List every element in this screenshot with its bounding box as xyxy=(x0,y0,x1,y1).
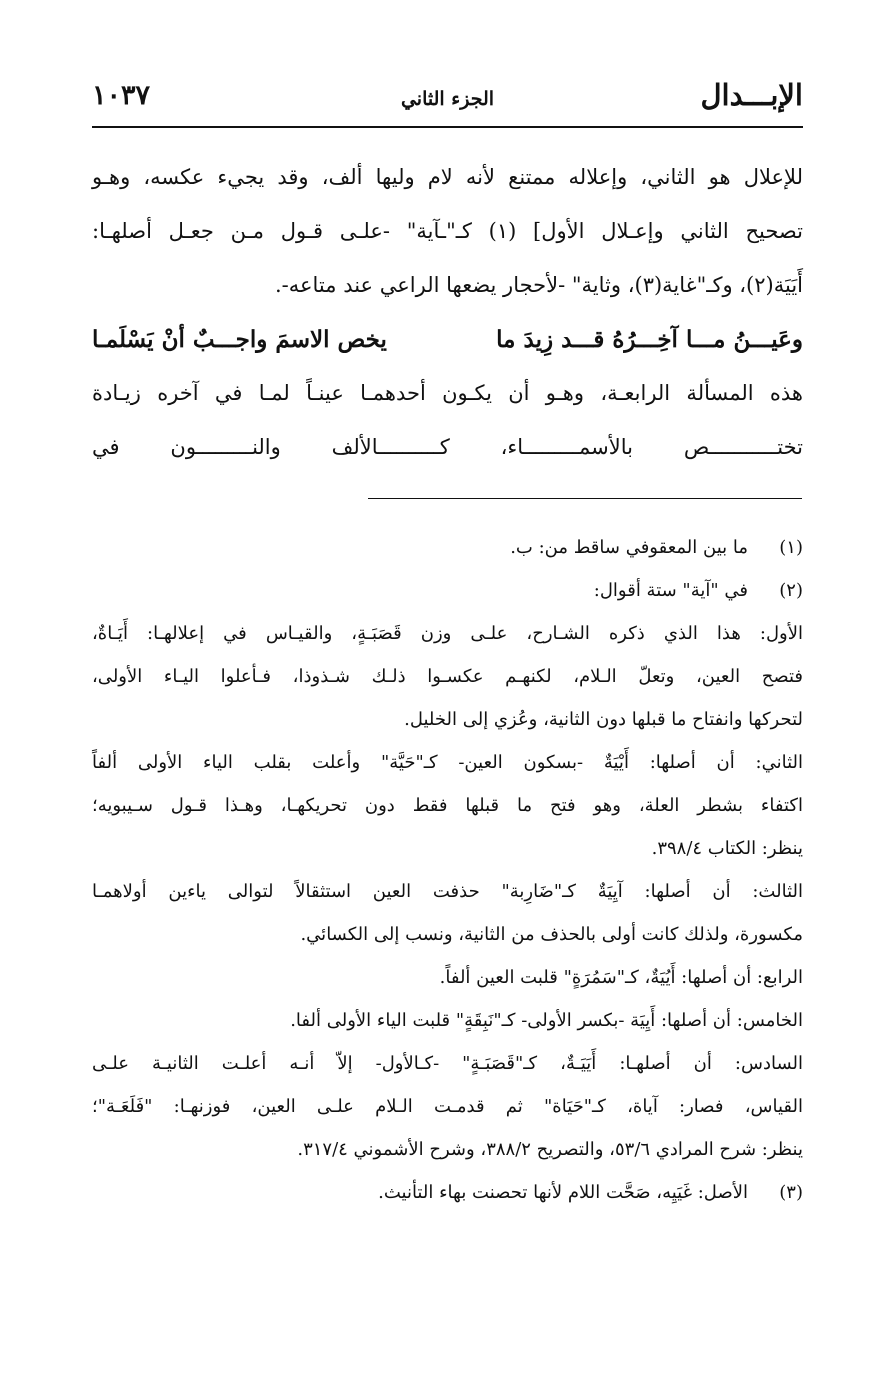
footnote-line: الثالث: أن أصلها: آيِيَةٌ كـ"ضَارِبة" حذفت العين استثقالاً لتوالى ياءين أولاهمـا xyxy=(92,881,803,902)
footnote-line: الرابع: أن أصلها: أَيُيَةٌ، كـ"سَمُرَةٍ" قلبت العين ألفاً. xyxy=(439,967,803,988)
footnote-line: الخامس: أن أصلها: أَيِيَة -بكسر الأولى- كـ"نَبِقَةٍ" قلبت الياء الأولى ألفا. xyxy=(290,1010,803,1031)
main-line: أَيَيَة(٢)، وكـ"غاية(٣)، وثاية" -لأحجار يضعها الراعي عند متاعه-. xyxy=(274,273,803,297)
verse-right-hemistich: وعَيـــنُ مـــا آخِـــرُهُ قـــد زِيدَ ما xyxy=(496,326,803,353)
footnote-1 xyxy=(92,526,803,569)
footnote-text: الأصل: غَيَيِه، صَحَّت اللام لأنها تحصنت بهاء التأنيث. xyxy=(378,1182,748,1203)
chapter-title: الإبـــدال xyxy=(700,78,803,112)
main-line: هذه المسألة الرابعـة، وهـو أن يكـون أحدهمـا عينـاً لمـا في آخره زيـادة xyxy=(92,381,803,405)
part-title: الجزء الثاني xyxy=(400,88,495,110)
main-line: تصحيح الثاني وإعـلال الأول] (١) كـ"ـآية" -علـى قـول مـن جعـل أصلهـا: xyxy=(92,219,803,243)
footnote-line: السادس: أن أصلهـا: أَيَيَـةٌ، كـ"قَصَبَـةٍ" -كـالأول- إلاّ أنـه أعلـت الثانيـة علـى xyxy=(92,1053,803,1074)
footnote-line: القياس، فصار: آياة، كـ"حَيَاة" ثم قدمـت الـلام علـى العين، فوزنهـا: "فَلَعَـة"؛ xyxy=(92,1096,803,1117)
footnote-line: لتحركها وانفتاح ما قبلها دون الثانية، وعُزي إلى الخليل. xyxy=(404,709,803,730)
footnote-number: (٣) xyxy=(779,1182,803,1203)
footnote-divider xyxy=(368,498,802,499)
main-line: للإعلال هو الثاني، وإعلاله ممتنع لأنه لام وليها ألف، وقد يجيء عكسه، وهـو xyxy=(92,165,803,189)
footnote-line: ينظر: الكتاب ٣٩٨/٤. xyxy=(651,838,803,859)
verse-left-hemistich: يخص الاسمَ واجـــبٌ أنْ يَسْلَمـا xyxy=(92,326,387,353)
footnote-line: مكسورة، ولذلك كانت أولى بالحذف من الثانية، ونسب إلى الكسائي. xyxy=(300,924,803,945)
page-number: ١٠٣٧ xyxy=(92,80,151,111)
main-text xyxy=(92,150,803,474)
footnote-3 xyxy=(92,1171,803,1214)
footnote-line: اكتفاء بشطر العلة، وهو فتح ما قبلها فقط دون تحريكهـا، وهـذا قـول سـيبويه؛ xyxy=(92,795,803,816)
footnote-line: فتصح العين، وتعلّ الـلام، لكنهـم عكسـوا ذلـك شـذوذا، فـأعلوا اليـاء الأولى، xyxy=(92,666,803,687)
main-line: تختـــــــــــص بالأسمـــــــــاء، كــــــــــالألف والنـــــــــون في xyxy=(92,435,803,459)
footnote-line: ينظر: شرح المرادي ٥٣/٦، والتصريح ٣٨٨/٢، وشرح الأشموني ٣١٧/٤. xyxy=(297,1139,803,1160)
footnote-2 xyxy=(92,569,803,612)
footnote-line: الأول: هذا الذي ذكره الشـارح، علـى وزن قَصَبَـةٍ، والقيـاس في إعلالهـا: أَيَـاةٌ، xyxy=(92,623,803,644)
footnote-line: الثاني: أن أصلها: أَيْيَةٌ -بسكون العين- كـ"حَيَّة" وأعلت بقلب الياء الأولى ألفاً xyxy=(92,752,803,773)
header-divider xyxy=(92,126,803,128)
footnote-text: في "آية" ستة أقوال: xyxy=(593,580,748,601)
footnote-number: (١) xyxy=(779,537,803,558)
page-header xyxy=(92,72,803,122)
footnote-number: (٢) xyxy=(779,580,803,601)
footnotes xyxy=(92,526,803,1214)
footnote-text: ما بين المعقوفي ساقط من: ب. xyxy=(510,537,748,558)
poetry-verse xyxy=(92,318,803,362)
footnote-2-body xyxy=(92,612,803,1171)
